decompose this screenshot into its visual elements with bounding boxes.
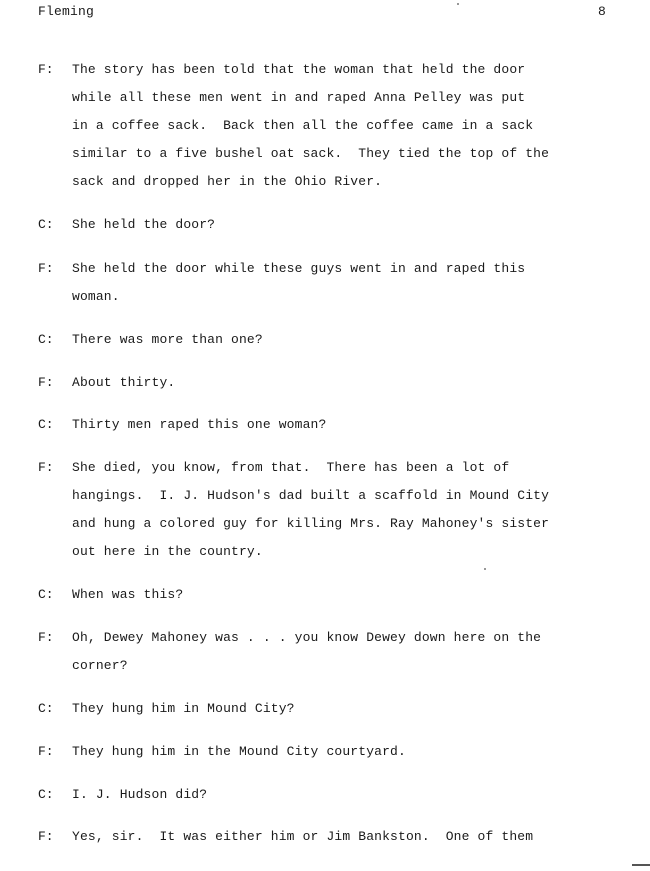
transcript-line: in a coffee sack. Back then all the coffee came in a sack — [72, 118, 534, 133]
transcript-line: woman. — [72, 289, 120, 304]
scan-edge-mark — [632, 864, 650, 866]
transcript-line: When was this? — [72, 587, 184, 602]
transcript-line: I. J. Hudson did? — [72, 787, 208, 802]
transcript-line: They hung him in Mound City? — [72, 701, 295, 716]
transcript-line: and hung a colored guy for killing Mrs. Ray Mahoney's sister — [72, 516, 550, 531]
speaker-label: C: — [38, 217, 54, 232]
transcript-line: The story has been told that the woman that held the door — [72, 62, 526, 77]
transcript-line: About thirty. — [72, 375, 176, 390]
transcript-line: similar to a five bushel oat sack. They tied the top of the — [72, 146, 550, 161]
transcript-line: They hung him in the Mound City courtyard. — [72, 744, 406, 759]
transcript-line: out here in the country. — [72, 544, 263, 559]
transcript-line: corner? — [72, 658, 128, 673]
speaker-label: F: — [38, 261, 54, 276]
speaker-label: F: — [38, 460, 54, 475]
transcript-line: sack and dropped her in the Ohio River. — [72, 174, 383, 189]
page-number: 8 — [598, 4, 606, 19]
speaker-label: F: — [38, 62, 54, 77]
transcript-line: Oh, Dewey Mahoney was . . . you know Dewey down here on the — [72, 630, 542, 645]
transcript-line: Thirty men raped this one woman? — [72, 417, 327, 432]
header-interviewee-name: Fleming — [38, 4, 95, 19]
speaker-label: C: — [38, 701, 54, 716]
speaker-label: C: — [38, 417, 54, 432]
transcript-line: She held the door? — [72, 217, 216, 232]
transcript-line: She died, you know, from that. There has been a lot of — [72, 460, 510, 475]
transcript-line: while all these men went in and raped Anna Pelley was put — [72, 90, 526, 105]
transcript-line: She held the door while these guys went in and raped this — [72, 261, 526, 276]
speaker-label: C: — [38, 587, 54, 602]
scan-speck — [457, 3, 459, 5]
transcript-line: There was more than one? — [72, 332, 263, 347]
speaker-label: C: — [38, 787, 54, 802]
speaker-label: C: — [38, 332, 54, 347]
speaker-label: F: — [38, 375, 54, 390]
speaker-label: F: — [38, 744, 54, 759]
transcript-line: hangings. I. J. Hudson's dad built a scaffold in Mound City — [72, 488, 550, 503]
speaker-label: F: — [38, 829, 54, 844]
speaker-label: F: — [38, 630, 54, 645]
scan-speck — [484, 568, 486, 570]
transcript-line: Yes, sir. It was either him or Jim Bankston. One of them — [72, 829, 534, 844]
